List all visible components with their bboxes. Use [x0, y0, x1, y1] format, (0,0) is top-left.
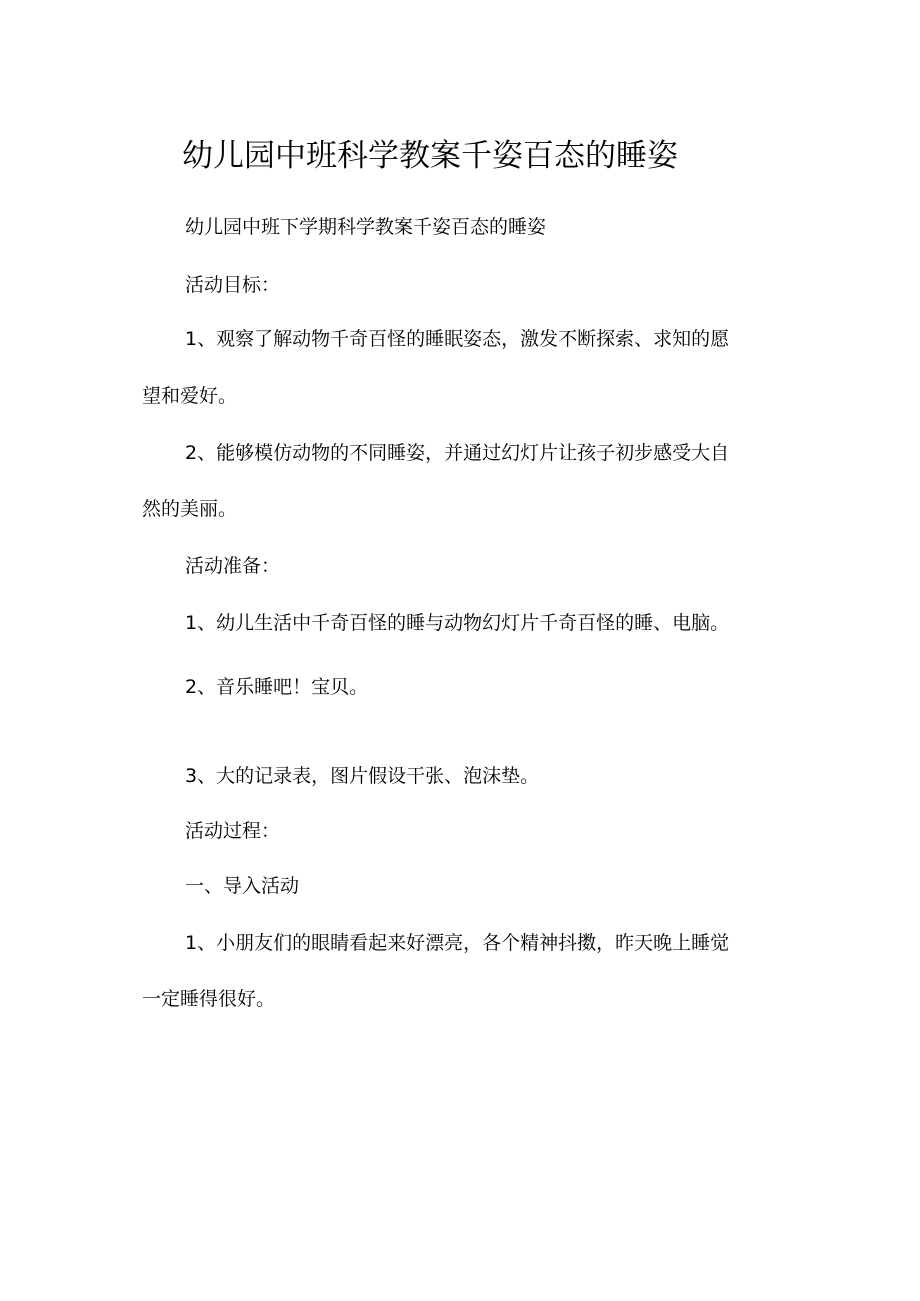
document-title: 幼儿园中班科学教案千姿百态的睡姿	[182, 138, 678, 174]
goal-2-line-1: 2、能够模仿动物的不同睡姿，并通过幻灯片让孩子初步感受大自	[185, 442, 730, 464]
prep-item-2: 2、音乐睡吧！宝贝。	[185, 676, 369, 698]
prep-item-3: 3、大的记录表，图片假设干张、泡沫垫。	[185, 765, 540, 787]
prep-item-1: 1、幼儿生活中千奇百怪的睡与动物幻灯片千奇百怪的睡、电脑。	[185, 612, 730, 634]
goals-heading: 活动目标：	[185, 274, 281, 296]
section-1-heading: 一、导入活动	[185, 875, 300, 897]
goal-2-line-2: 然的美丽。	[142, 498, 238, 520]
process-1-line-1: 1、小朋友们的眼睛看起来好漂亮，各个精神抖擞，昨天晚上睡觉	[185, 932, 730, 954]
document-subtitle: 幼儿园中班下学期科学教案千姿百态的睡姿	[185, 216, 547, 238]
process-1-line-2: 一定睡得很好。	[142, 988, 276, 1010]
prep-heading: 活动准备：	[185, 555, 281, 577]
process-heading: 活动过程：	[185, 820, 281, 842]
goal-1-line-2: 望和爱好。	[142, 385, 238, 407]
goal-1-line-1: 1、观察了解动物千奇百怪的睡眠姿态，激发不断探索、求知的愿	[185, 328, 730, 350]
